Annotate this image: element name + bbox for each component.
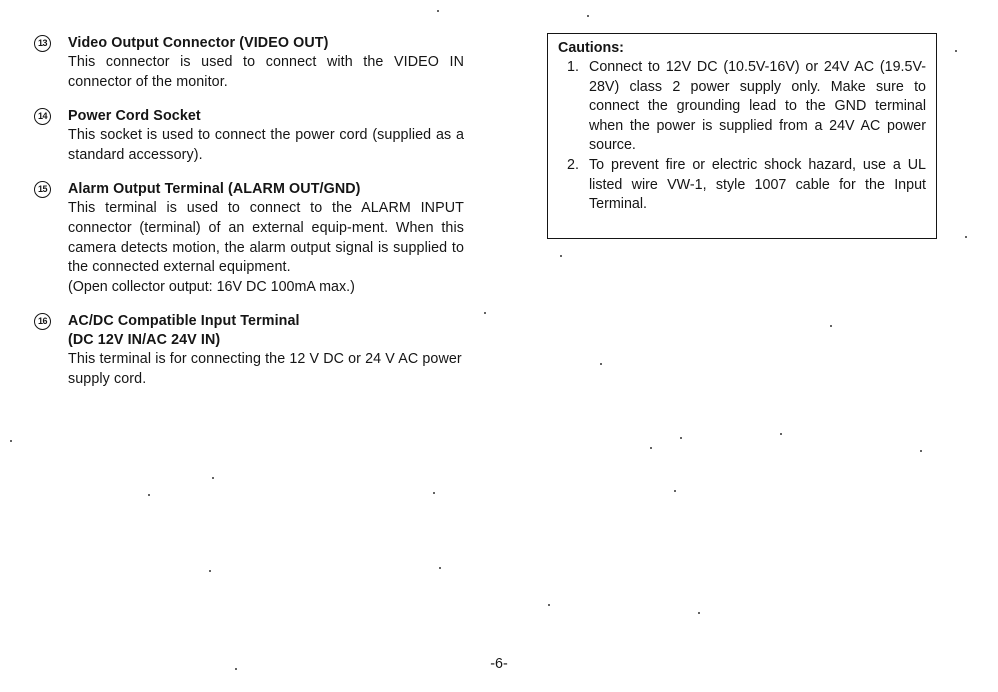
scan-speck [148, 494, 150, 496]
connector-descriptions [34, 34, 464, 405]
scan-speck [698, 612, 700, 614]
item-alarm-output [34, 180, 464, 297]
scan-speck [674, 490, 676, 492]
scan-speck [548, 604, 550, 606]
scan-speck [955, 50, 957, 52]
cautions-title: Cautions: [558, 40, 624, 56]
item-title-line-2: (DC 12V IN/AC 24V IN) [68, 332, 221, 349]
scan-speck [920, 450, 922, 452]
scan-speck [680, 437, 682, 439]
item-note: (Open collector output: 16V DC 100mA max.) [68, 278, 355, 295]
item-number-badge: 16 [34, 313, 51, 330]
item-number-badge: 14 [34, 108, 51, 125]
caution-item [558, 156, 926, 215]
caution-item-number: 1. [567, 59, 579, 75]
scan-speck [10, 440, 12, 442]
item-body: This connector is used to connect with the VIDEO IN connector of the monitor. [68, 54, 464, 90]
item-acdc-input [34, 312, 464, 389]
item-title: Power Cord Socket [68, 108, 201, 125]
scan-speck [560, 255, 562, 257]
item-body: This terminal is for connecting the 12 V DC or 24 V AC power supply cord. [68, 351, 462, 387]
cautions-list [558, 58, 926, 215]
scan-speck [587, 15, 589, 17]
item-title: Alarm Output Terminal (ALARM OUT/GND) [68, 181, 361, 198]
item-power-cord-socket [34, 107, 464, 165]
item-body: This terminal is used to connect to the ALARM INPUT connector (terminal) of an external equip-ment. When this camera detects motion, the alarm output signal is supplied to the connected external equipment. [68, 200, 464, 276]
scan-speck [433, 492, 435, 494]
item-number-badge: 13 [34, 35, 51, 52]
scan-speck [650, 447, 652, 449]
caution-item-text: To prevent fire or electric shock hazard, use a UL listed wire VW-1, style 1007 cable for the Input Terminal. [589, 156, 926, 213]
scan-speck [965, 236, 967, 238]
caution-item-number: 2. [567, 156, 579, 173]
caution-item [558, 58, 926, 156]
item-video-output [34, 34, 464, 92]
scan-speck [780, 433, 782, 435]
scan-speck [600, 363, 602, 365]
scan-speck [212, 477, 214, 479]
cautions-box [547, 33, 937, 239]
item-title: Video Output Connector (VIDEO OUT) [68, 35, 329, 51]
scan-speck [830, 325, 832, 327]
item-title-line-1: AC/DC Compatible Input Terminal [68, 313, 300, 330]
item-body: This socket is used to connect the power cord (supplied as a standard accessory). [68, 127, 464, 163]
scan-speck [437, 10, 439, 12]
caution-item-text: Connect to 12V DC (10.5V-16V) or 24V AC (19.5V-28V) class 2 power supply only. Make sure to connect the grounding lead to the GND terminal when the power is supplied from a 24V AC power source. [589, 59, 926, 154]
scan-speck [235, 668, 237, 670]
scan-speck [439, 567, 441, 569]
item-number-badge: 15 [34, 181, 51, 198]
page-number: -6- [490, 656, 508, 672]
scan-speck [484, 312, 486, 314]
scan-speck [209, 570, 211, 572]
